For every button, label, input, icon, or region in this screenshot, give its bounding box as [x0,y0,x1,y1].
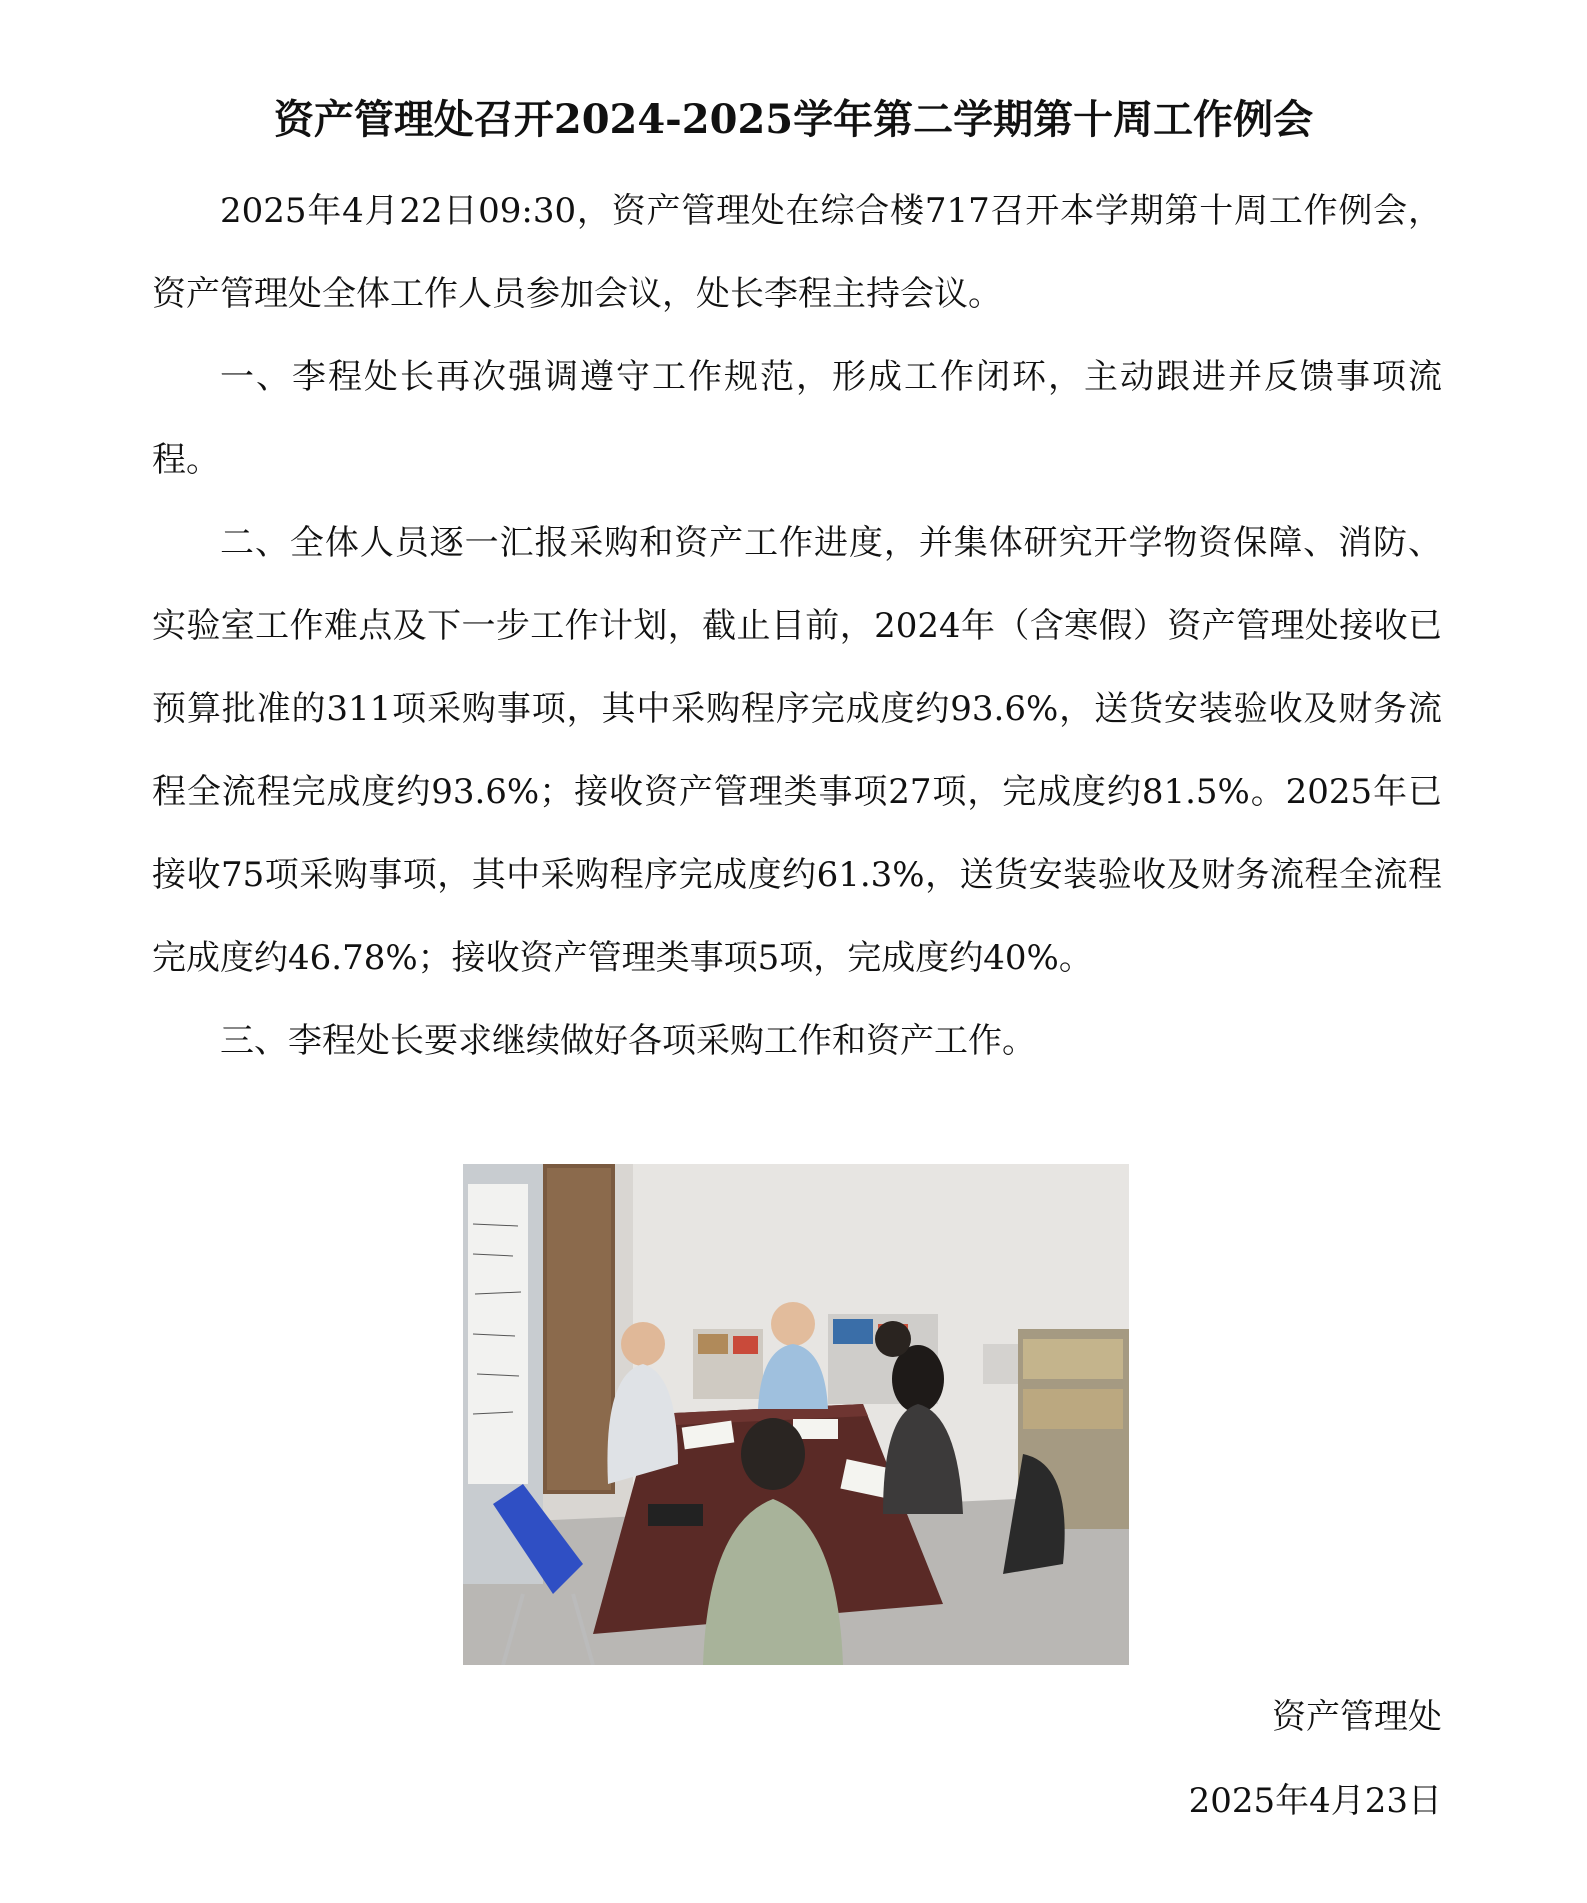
paragraph-intro: 2025年4月22日09:30，资产管理处在综合楼717召开本学期第十周工作例会，资产管理处全体工作人员参加会议，处长李程主持会议。 [152,191,1442,314]
document-body [152,170,1442,1083]
signature-organization: 资产管理处 [1272,1697,1442,1737]
paragraph-item-3: 三、李程处长要求继续做好各项采购工作和资产工作。 [220,1021,1036,1061]
signature-date: 2025年4月23日 [1188,1781,1442,1821]
page-title: 资产管理处召开2024-2025学年第二学期第十周工作例会 [273,96,1314,143]
signature-block [1189,1675,1442,1843]
paragraph-item-2: 二、全体人员逐一汇报采购和资产工作进度，并集体研究开学物资保障、消防、实验室工作难点及下一步工作计划，截止目前，2024年（含寒假）资产管理处接收已预算批准的311项采购事项，其中采购程序完成度约93.6%，送货安装验收及财务流程全流程完成度约93.6%；接收资产管理类事项27项，完成度约81.5%。2025年已接收75项采购事项，其中采购程序完成度约61.3%，送货安装验收及财务流程全流程完成度约46.78%；接收资产管理类事项5项，完成度约40%。 [152,523,1442,978]
paragraph-item-1: 一、李程处长再次强调遵守工作规范，形成工作闭环，主动跟进并反馈事项流程。 [152,357,1442,480]
meeting-photo [463,1164,1129,1665]
meeting-photo-illustration [463,1164,1129,1665]
